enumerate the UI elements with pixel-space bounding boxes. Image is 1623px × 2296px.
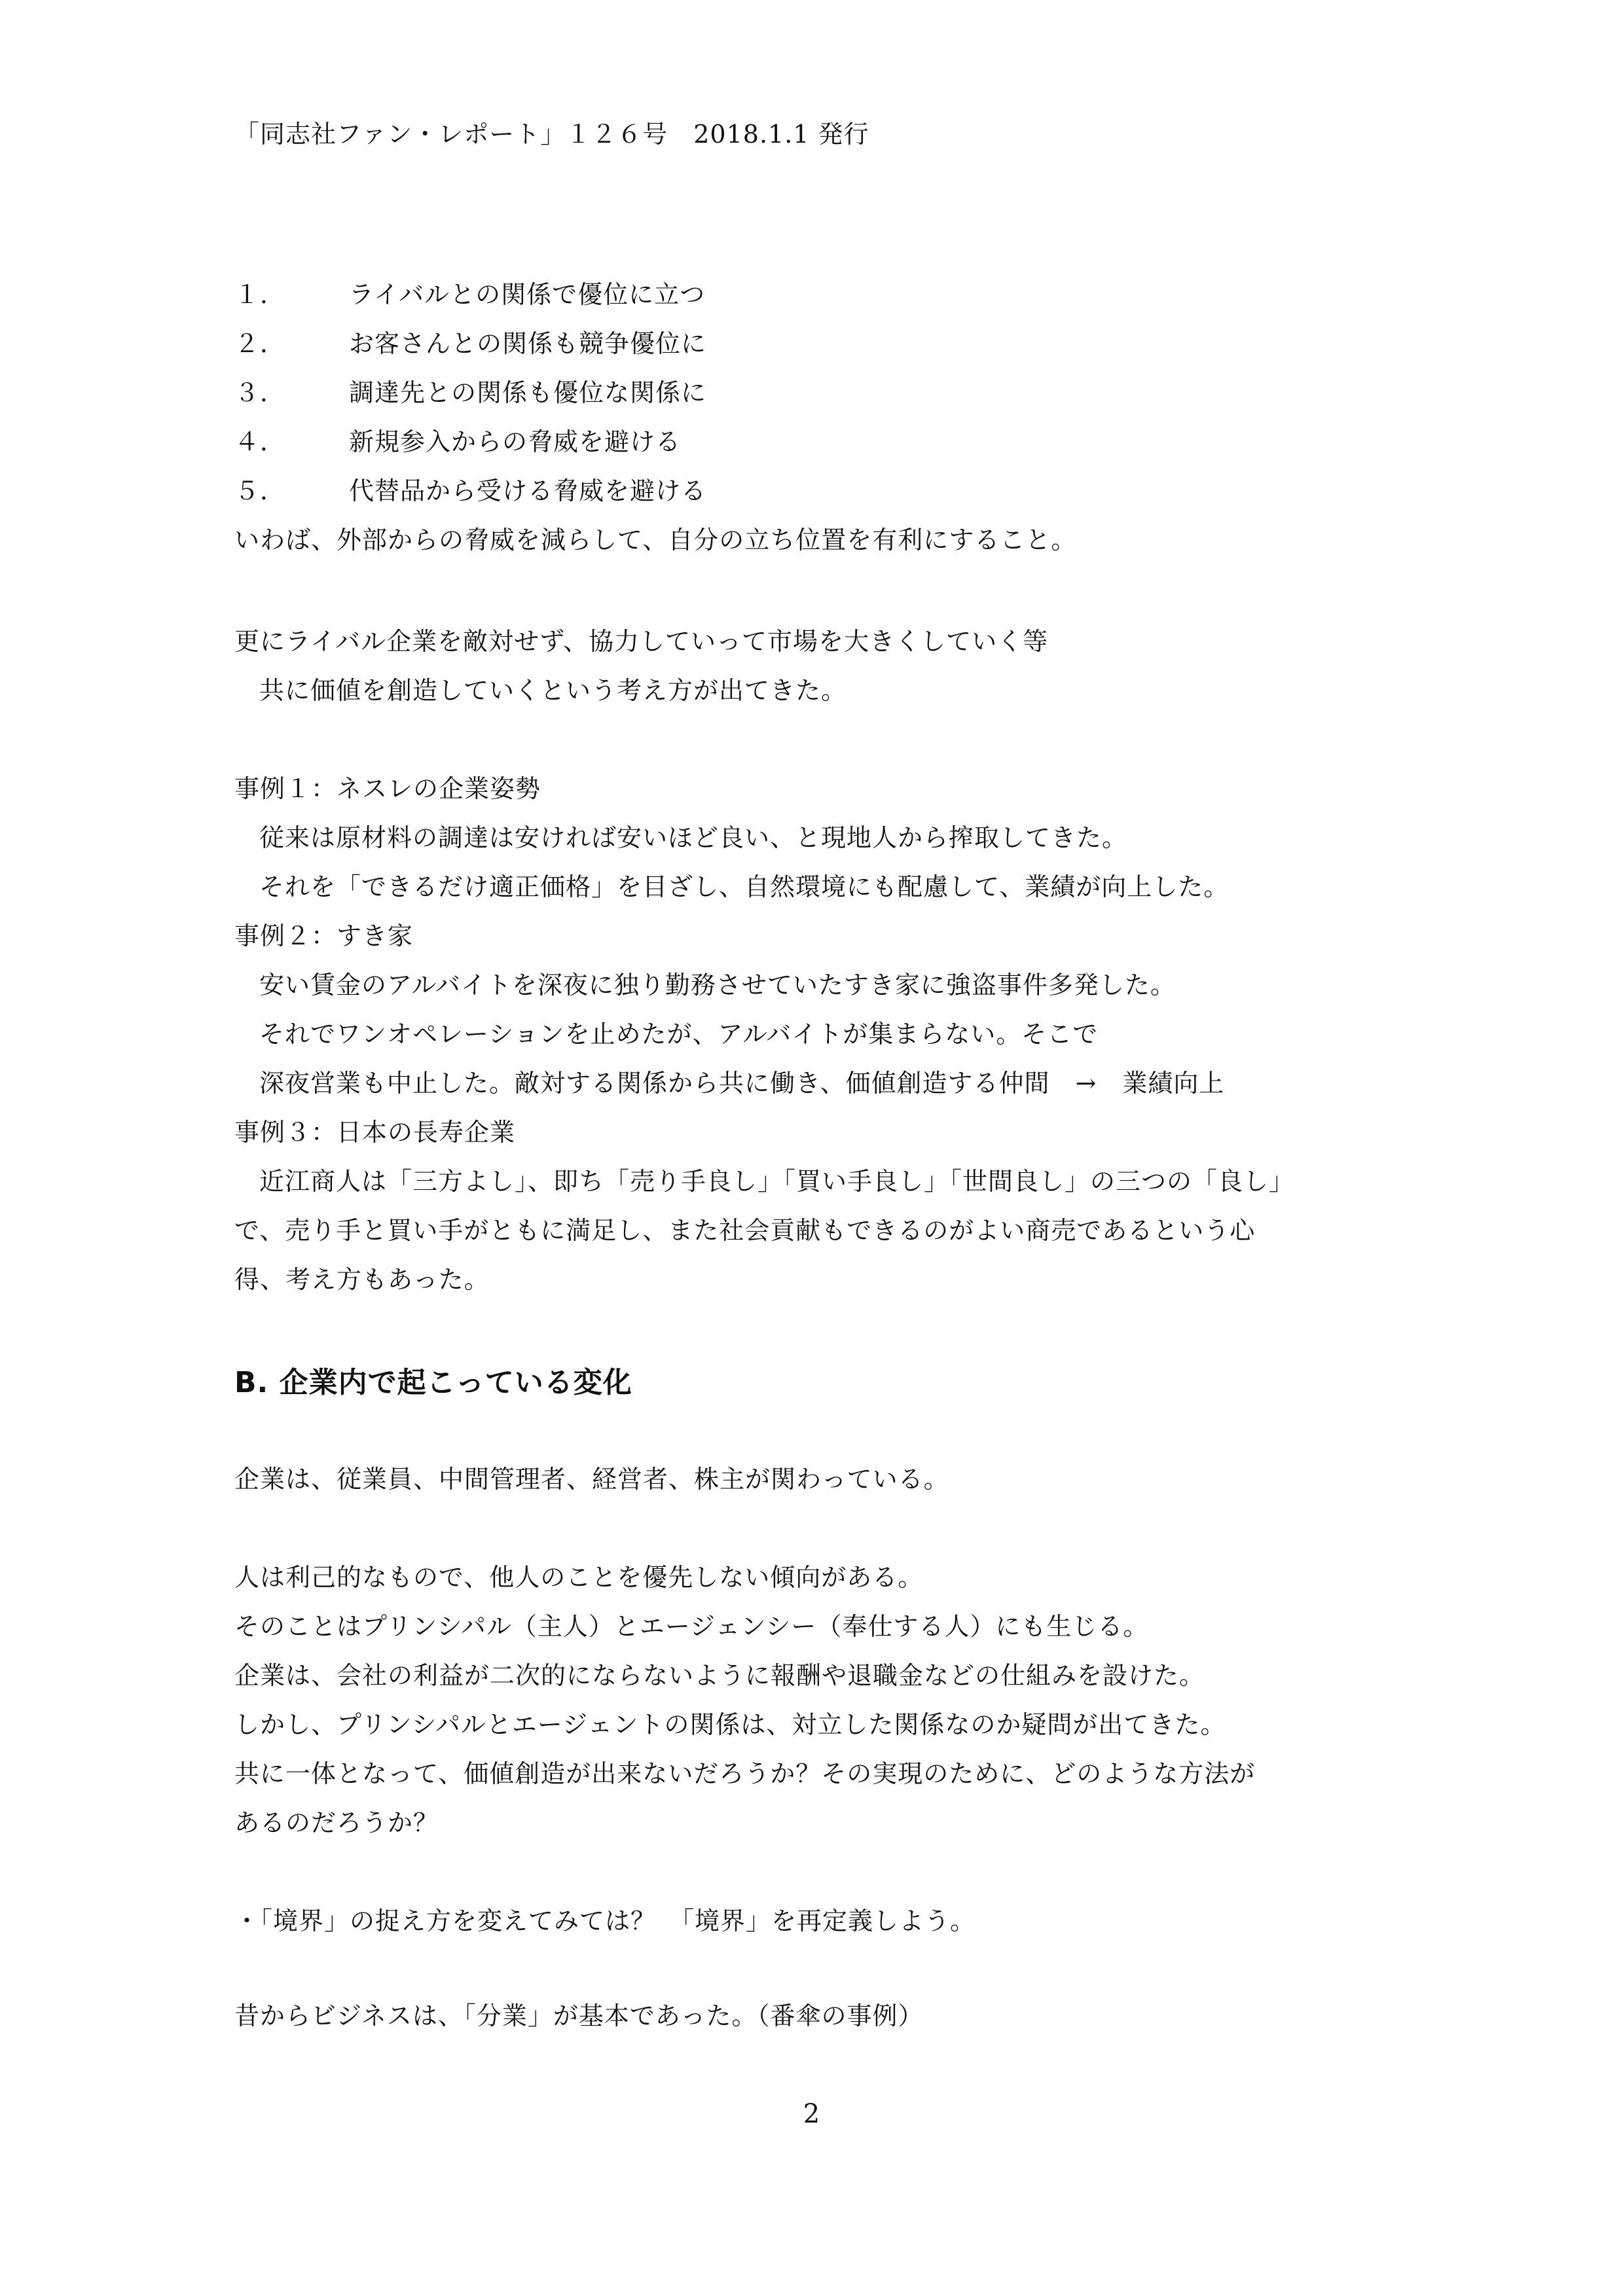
list-number: １． [234, 280, 286, 309]
list-number: ５． [234, 476, 286, 505]
paragraph-line: 共に価値を創造していくという考え方が出てきた。 [259, 676, 847, 705]
case-line: それでワンオペレーションを止めたが、アルバイトが集まらない。そこで [259, 1020, 1099, 1049]
list-text: ライバルとの関係で優位に立つ [349, 280, 706, 309]
case-line: 近江商人は「三方よし」、即ち「売り手良し」「買い手良し」「世間良し」の三つの「良し」 [259, 1167, 1295, 1196]
paragraph-line: しかし、プリンシパルとエージェントの関係は、対立した関係なのか疑問が出てきた。 [234, 1710, 1226, 1739]
list-number: ２． [234, 329, 286, 358]
case-title: 事例２：すき家 [234, 922, 414, 950]
list-item [234, 425, 681, 458]
paragraph-line: 人は利己的なもので、他人のことを優先しない傾向がある。 [234, 1563, 924, 1592]
case-line: それを「できるだけ適正価格」を目ざし、自然環境にも配慮して、業績が向上した。 [259, 872, 1230, 901]
section-intro: 企業は、従業員、中間管理者、経営者、株主が関わっている。 [234, 1465, 949, 1494]
list-item [234, 376, 706, 409]
list-text: 代替品から受ける脅威を避ける [349, 476, 707, 505]
paragraph-line: あるのだろうか？ [234, 1808, 439, 1837]
list-text: お客さんとの関係も競争優位に [349, 329, 707, 358]
list-text: 新規参入からの脅威を避ける [349, 427, 682, 456]
page-header: 「同志社ファン・レポート」１２６号 2018.1.1 発行 [234, 120, 869, 149]
list-item [234, 278, 705, 311]
case-title: 事例１：ネスレの企業姿勢 [234, 774, 541, 803]
paragraph-line: そのことはプリンシパル（主人）とエージェンシー（奉仕する人）にも生じる。 [234, 1612, 1149, 1641]
closing-line: 昔からビジネスは、「分業」が基本であった。（番傘の事例） [234, 2001, 924, 2030]
list-number: ４． [234, 427, 286, 456]
bullet-line: ・「境界」の捉え方を変えてみては？ 「境界」を再定義しよう。 [234, 1907, 976, 1935]
summary-text: いわば、外部からの脅威を減らして、自分の立ち位置を有利にすること。 [234, 526, 1077, 554]
paragraph-line: 共に一体となって、価値創造が出来ないだろうか？その実現のために、どのような方法が [234, 1759, 1256, 1788]
list-item [234, 327, 706, 360]
case-line: 深夜営業も中止した。敵対する関係から共に働き、価値創造する仲間 → 業績向上 [259, 1069, 1225, 1098]
case-title: 事例３：日本の長寿企業 [234, 1118, 516, 1147]
case-line: 安い賃金のアルバイトを深夜に独り勤務させていたすき家に強盗事件多発した。 [259, 971, 1176, 999]
section-heading: B. 企業内で起こっている変化 [234, 1366, 632, 1399]
list-number: ３． [234, 378, 286, 407]
case-line: で、売り手と買い手がともに満足し、また社会貢献もできるのがよい商売であるという心 [234, 1216, 1256, 1245]
case-line: 従来は原材料の調達は安ければ安いほど良い、と現地人から搾取してきた。 [259, 823, 1128, 852]
paragraph-line: 企業は、会社の利益が二次的にならないように報酬や退職金などの仕組みを設けた。 [234, 1661, 1205, 1690]
page-number: 2 [803, 2099, 820, 2129]
paragraph-line: 更にライバル企業を敵対せず、協力していって市場を大きくしていく等 [234, 627, 1049, 656]
list-text: 調達先との関係も優位な関係に [349, 378, 707, 407]
case-line: 得、考え方もあった。 [234, 1265, 490, 1294]
list-item [234, 475, 706, 507]
